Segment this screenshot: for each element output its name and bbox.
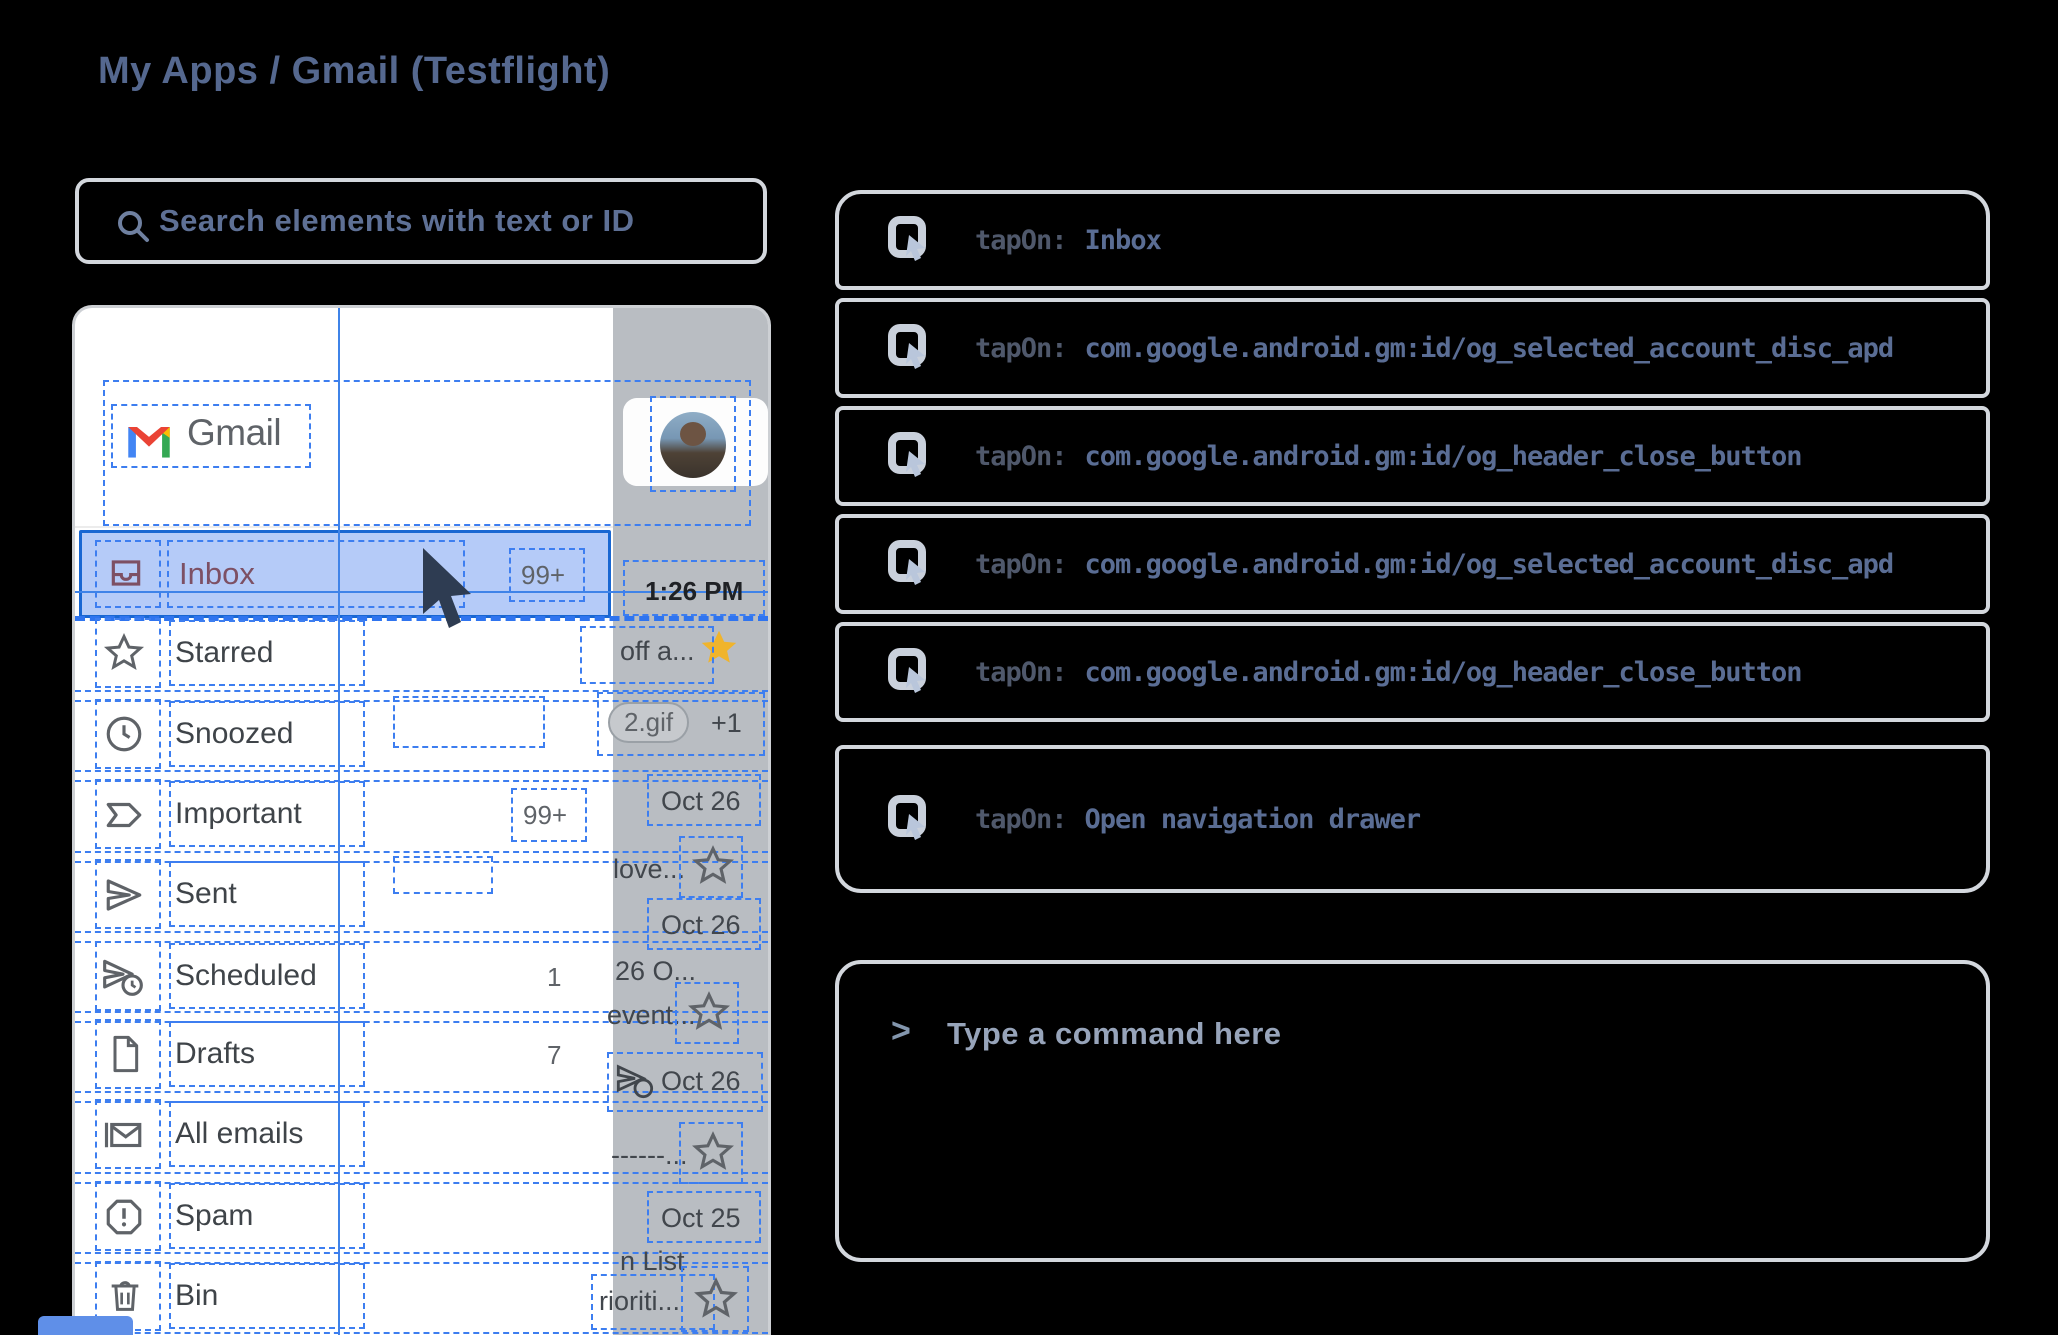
tap-icon (885, 431, 935, 481)
nav-badge-drafts: 7 (547, 1040, 562, 1070)
header-divider (75, 526, 613, 528)
nav-label-spam[interactable]: Spam (175, 1199, 254, 1232)
annotation-box-icon (95, 1019, 161, 1089)
command-row[interactable] (835, 514, 1990, 614)
annotation-separator (75, 1332, 768, 1334)
tap-icon (885, 215, 935, 265)
email-snippet: rioriti... (599, 1286, 680, 1316)
nav-badge-scheduled: 1 (547, 962, 562, 992)
email-snippet: love... (613, 854, 686, 884)
command-target: com.google.android.gm:id/og_header_close_button (1084, 656, 1802, 688)
annotation-box-inbox-badge (509, 548, 585, 602)
nav-label-sent[interactable]: Sent (175, 877, 237, 910)
command-action: tapOn: (975, 656, 1067, 688)
annotation-box-label (169, 1183, 365, 1249)
email-date: Oct 26 (661, 910, 741, 940)
annotation-box-chip (597, 692, 765, 756)
command-action: tapOn: (975, 548, 1067, 580)
command-target: com.google.android.gm:id/og_selected_account_disc_apd (1084, 332, 1894, 364)
annotation-box-date (647, 898, 761, 950)
email-snippet: ------... (611, 1140, 688, 1170)
annotation-separator (75, 851, 768, 853)
element-search-bar[interactable] (75, 178, 767, 264)
command-row[interactable] (835, 745, 1990, 893)
tap-icon (885, 647, 935, 697)
annotation-box-time (623, 560, 765, 616)
annotation-box-snippet (580, 626, 714, 684)
email-snippet: 26 O... (615, 956, 697, 986)
annotation-box-label (169, 1101, 365, 1167)
nav-label-important[interactable]: Important (175, 797, 302, 830)
annotation-box-hidden-element (393, 696, 545, 748)
command-input-placeholder: Type a command here (947, 1016, 1282, 1051)
cutoff-blue-element (38, 1316, 133, 1335)
annotation-box-star (675, 982, 739, 1044)
command-action: tapOn: (975, 440, 1067, 472)
command-row[interactable] (835, 406, 1990, 506)
email-snippet: n List (620, 1246, 685, 1276)
command-action: tapOn: (975, 803, 1067, 835)
nav-label-starred[interactable]: Starred (175, 636, 274, 669)
command-row[interactable] (835, 190, 1990, 290)
annotation-separator (75, 1172, 768, 1174)
email-snippet: off a... (620, 636, 695, 666)
annotation-box-label (169, 943, 365, 1009)
annotation-separator (75, 770, 768, 772)
annotation-box-icon (95, 779, 161, 849)
command-target: com.google.android.gm:id/og_header_close_button (1084, 440, 1802, 472)
nav-label-scheduled[interactable]: Scheduled (175, 959, 317, 992)
search-icon (113, 206, 153, 246)
annotation-box-star (679, 836, 743, 898)
annotation-box-avatar (650, 396, 736, 492)
nav-label-bin[interactable]: Bin (175, 1279, 219, 1312)
annotation-box-date (607, 1052, 763, 1112)
email-time: 1:26 PM (645, 576, 744, 606)
annotation-box-label (169, 781, 365, 847)
command-target: Open navigation drawer (1084, 803, 1421, 835)
email-snippet: event... (607, 1000, 696, 1030)
gmail-app-panel (72, 305, 771, 1335)
annotation-box-icon (95, 618, 161, 688)
annotation-box-icon (95, 859, 161, 929)
annotation-box-badge (511, 788, 587, 842)
command-input-panel[interactable] (835, 960, 1990, 1262)
gmail-logo-text: Gmail (187, 412, 282, 453)
nav-label-inbox: Inbox (179, 556, 255, 591)
command-row[interactable] (835, 298, 1990, 398)
email-date: Oct 26 (661, 786, 741, 816)
annotation-box-date (647, 1191, 761, 1243)
annotation-box-star (681, 1266, 749, 1332)
nav-label-all-emails[interactable]: All emails (175, 1117, 304, 1150)
attachment-chip[interactable]: 2.gif (608, 702, 689, 743)
command-target: com.google.android.gm:id/og_selected_account_disc_apd (1084, 548, 1894, 580)
annotation-box-icon (95, 1181, 161, 1251)
annotation-box-label (169, 701, 365, 767)
annotation-box-hidden-element (393, 856, 493, 894)
tap-icon (885, 323, 935, 373)
inbox-badge: 99+ (521, 560, 566, 590)
tap-icon (885, 539, 935, 589)
annotation-box-icon (95, 941, 161, 1011)
mouse-cursor (415, 546, 481, 638)
annotation-box-star (679, 1122, 743, 1184)
annotation-box-label (169, 620, 365, 686)
command-action: tapOn: (975, 224, 1067, 256)
annotation-box-label (169, 861, 365, 927)
email-date: Oct 25 (661, 1203, 741, 1233)
annotation-box-icon (95, 699, 161, 769)
search-placeholder: Search elements with text or ID (159, 203, 635, 238)
page-title: My Apps / Gmail (Testflight) (98, 50, 611, 92)
nav-label-drafts[interactable]: Drafts (175, 1037, 256, 1070)
email-date: Oct 26 (661, 1066, 741, 1096)
command-row[interactable] (835, 622, 1990, 722)
annotation-box-date (647, 774, 761, 826)
annotation-box-inbox-icon (95, 540, 161, 608)
command-target: Inbox (1084, 224, 1161, 256)
nav-label-snoozed[interactable]: Snoozed (175, 717, 294, 750)
command-action: tapOn: (975, 332, 1067, 364)
prompt-icon: > (891, 1012, 911, 1050)
tap-icon (885, 794, 935, 844)
attachment-more: +1 (711, 708, 742, 738)
annotation-box-icon (95, 1099, 161, 1169)
nav-badge-important: 99+ (523, 800, 568, 830)
annotation-box-label (169, 1021, 365, 1087)
annotation-box-label (169, 1263, 365, 1329)
